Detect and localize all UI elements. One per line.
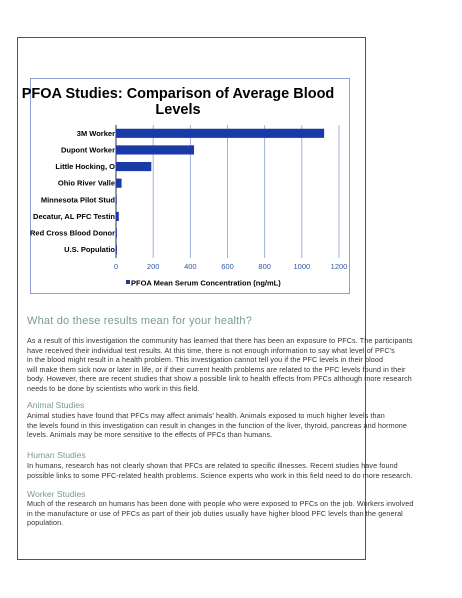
section-question-heading: What do these results mean for your health? (27, 315, 253, 327)
bar (116, 179, 122, 188)
legend-label: PFOA Mean Serum Concentration (ng/mL) (131, 278, 281, 288)
y-category-label: Ohio River Valle (57, 178, 115, 188)
worker-studies-heading: Worker Studies (27, 489, 86, 499)
worker-line: in the manufacture or use of PFCs as part of their job duties usually have higher blood PFC levels than the general (27, 508, 403, 518)
y-category-label: Decatur, AL PFC Testin (33, 211, 115, 221)
human-studies-heading: Human Studies (27, 450, 86, 460)
animal-line: levels. Animals may be more sensitive to the effects of PFCs than humans. (27, 430, 273, 440)
bar (116, 245, 117, 254)
animal-studies-heading: Animal Studies (27, 400, 85, 410)
x-tick-label: 1000 (293, 262, 311, 271)
bar (116, 145, 194, 154)
animal-line: the levels found in this investigation can result in changes in the function of the liver, thyroid, pancreas and hormone (27, 420, 407, 430)
y-category-label: Red Cross Blood Donor (29, 228, 115, 238)
intro-line: needs to be done by scientists who work in this field. (27, 383, 200, 393)
human-studies-paragraph (27, 461, 427, 480)
human-line: possible links to some PFC-related health problems. Science experts who work in this field need to do more research. (27, 470, 413, 480)
intro-line: will make them sick now or later in life, or if their current health problems are related to the PFC levels found in their (27, 364, 406, 374)
x-tick-label: 600 (221, 262, 234, 271)
chart-title-line-1: PFOA Studies: Comparison of Average Blood (21, 86, 335, 102)
x-tick-label: 800 (258, 262, 271, 271)
worker-line: Much of the research on humans has been done with people who were exposed to PFCs on the job. Workers involved (27, 499, 414, 508)
bar (116, 129, 324, 138)
intro-line: have received their individual test results. At this time, there is not enough information to say what level of PFC's (27, 345, 395, 355)
x-tick-label: 200 (146, 262, 160, 271)
chart-title-line-2: Levels (155, 102, 201, 118)
x-tick-label: 0 (113, 262, 119, 271)
intro-line: body. However, there are recent studies that show a possible link to health effects from PFCs although more research (27, 374, 412, 384)
y-category-label: Little Hocking, O (55, 162, 115, 172)
y-category-label: Dupont Worker (60, 145, 115, 155)
bar (116, 228, 117, 237)
worker-studies-paragraph (27, 499, 427, 528)
animal-studies-paragraph (27, 411, 427, 440)
x-tick-label: 400 (184, 262, 197, 271)
intro-paragraph (27, 336, 427, 394)
legend-swatch (126, 280, 130, 284)
intro-line: As a result of this investigation the community has learned that there has been an exposure to PFCs. The participants (27, 336, 413, 345)
y-category-label: Minnesota Pilot Stud (40, 195, 115, 205)
human-line: In humans, research has not clearly shown that PFCs are related to specific illnesses. Recent studies have found (27, 461, 398, 470)
y-category-label: 3M Worker (76, 128, 115, 138)
worker-line: population. (27, 518, 64, 528)
bar (116, 162, 151, 171)
y-category-label: U.S. Populatio (64, 245, 115, 255)
animal-line: Animal studies have found that PFCs may affect animals' health. Animals exposed to much higher levels than (27, 411, 385, 420)
bar (116, 195, 117, 204)
bar (116, 212, 119, 221)
x-tick-label: 1200 (330, 262, 348, 271)
intro-line: in the blood might result in a health problem. This investigation cannot tell you if the PFC levels in their blood (27, 355, 384, 365)
